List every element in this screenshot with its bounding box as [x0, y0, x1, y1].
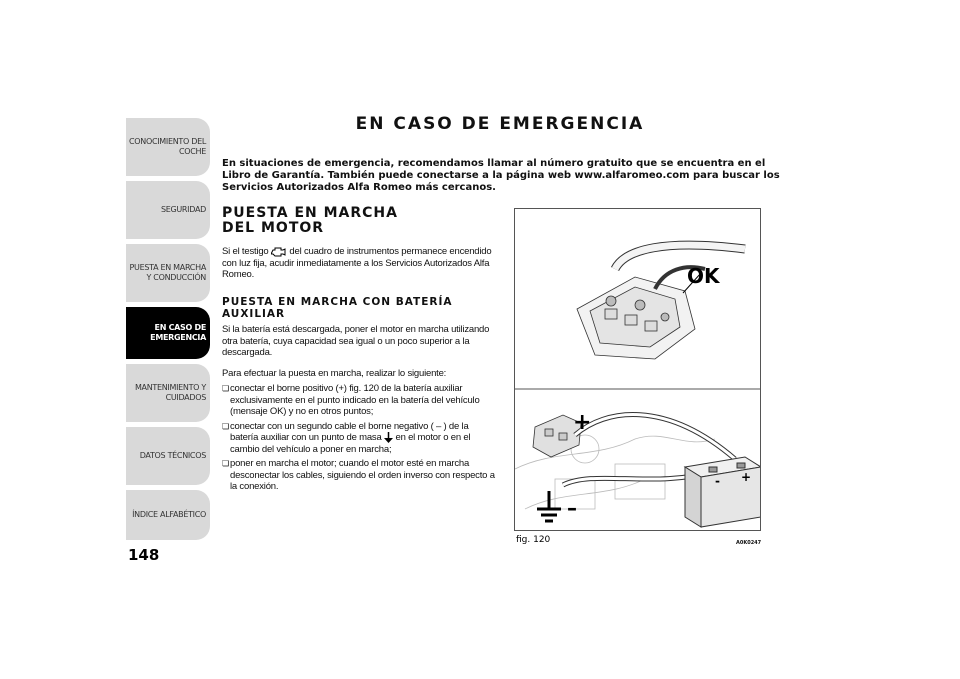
battery-negative-label: - — [715, 474, 720, 488]
figure-code: A0K0247 — [736, 540, 762, 546]
tab-mantenimiento[interactable]: MANTENIMIENTO Y CUIDADOS — [126, 364, 210, 422]
list-item: ❏ poner en marcha el motor; cuando el motor esté en marcha desconectar los cables, siguiendo el orden inverso con respecto a la conexión. — [222, 458, 497, 493]
section-heading-puesta-en-marcha: PUESTA EN MARCHA DEL MOTOR — [222, 205, 398, 236]
auxiliary-battery — [685, 457, 761, 527]
page-title: EN CASO DE EMERGENCIA — [355, 114, 645, 134]
tab-seguridad[interactable]: SEGURIDAD — [126, 181, 210, 239]
tab-en-caso-de-emergencia[interactable]: EN CASO DE EMERGENCIA — [126, 307, 210, 359]
tab-datos-tecnicos[interactable]: DATOS TÉCNICOS — [126, 427, 210, 485]
section-text-bateria-para2: Para efectuar la puesta en marcha, realizar lo siguiente: — [222, 368, 447, 379]
battery-positive-label: + — [741, 470, 752, 484]
battery-terminal-box — [577, 245, 745, 359]
figure-battery-jumpstart — [514, 208, 761, 531]
ground-icon — [537, 491, 561, 521]
procedure-list — [222, 383, 497, 496]
page-number: 148 — [128, 546, 160, 564]
section-heading-bateria-auxiliar: PUESTA EN MARCHA CON BATERÍA AUXILIAR — [222, 296, 453, 320]
ground-icon — [384, 432, 393, 443]
engine-warning-icon — [271, 246, 287, 257]
ok-label: OK — [687, 264, 720, 288]
list-item: ❏ conectar el borne positivo (+) fig. 120 de la batería auxiliar exclusivamente en el punto indicado en la batería del vehículo (mensaje OK) y no en otros puntos; — [222, 383, 497, 418]
section-text-puesta-en-marcha: Si el testigo del cuadro de instrumentos permanece encendido con luz fija, acudir inmediatamente a los Servicios Autorizados Alfa Romeo. — [222, 246, 492, 281]
tab-indice-alfabetico[interactable]: ÍNDICE ALFABÉTICO — [126, 490, 210, 540]
section-text-bateria-para1: Si la batería está descargada, poner el motor en marcha utilizando otra batería, cuya capacidad sea igual o un poco superior a la descargada. — [222, 324, 490, 358]
tab-puesta-en-marcha[interactable]: PUESTA EN MARCHA Y CONDUCCIÓN — [126, 244, 210, 302]
tab-conocimiento-del-coche[interactable]: CONOCIMIENTO DEL COCHE — [126, 118, 210, 176]
positive-label: + — [573, 410, 592, 435]
figure-illustration — [515, 209, 761, 531]
intro-paragraph: En situaciones de emergencia, recomendamos llamar al número gratuito que se encuentra en el Libro de Garantía. También puede conectarse a la página web www.alfaromeo.com para buscar los Servicios Autorizados Alfa Romeo más cercanos. — [222, 158, 780, 193]
figure-caption: fig. 120 — [516, 535, 551, 545]
list-item: ❏ conectar con un segundo cable el borne negativo ( – ) de la batería auxiliar con un punto de masa en el motor o en el cambio del vehículo a poner en marcha; — [222, 421, 497, 456]
negative-label: – — [567, 496, 577, 520]
